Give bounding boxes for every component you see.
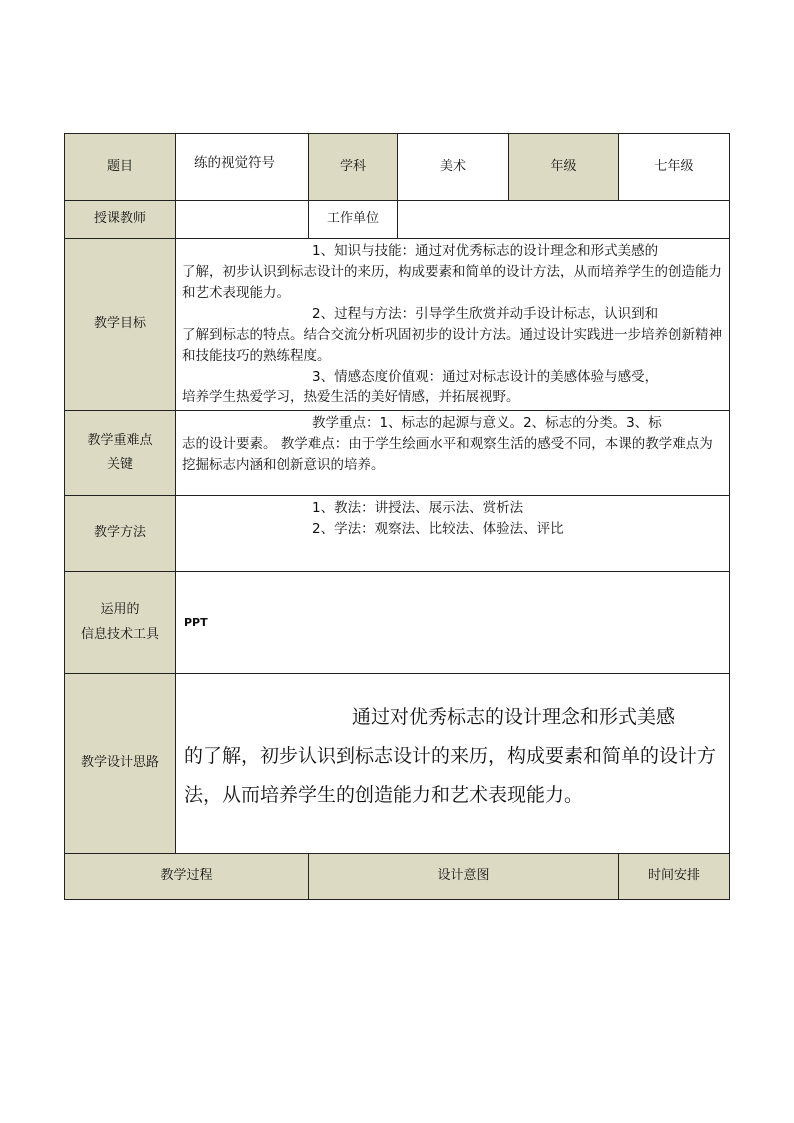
key-points-tail: 志的设计要素。 教学难点：由于学生绘画水平和观察生活的感受不同，本课的教学难点为挖掘标志内涵和创新意识的培养。 (182, 436, 713, 474)
row-goals (65, 239, 730, 411)
tools-value: PPT (176, 572, 730, 674)
method-teaching: 1、教法：讲授法、展示法、赏析法 (312, 500, 524, 517)
methods-label: 教学方法 (65, 496, 176, 572)
row-methods (65, 496, 730, 572)
grade-value: 七年级 (619, 134, 730, 201)
goal-3-tail: 培养学生热爱学习，热爱生活的美好情感，并拓展视野。 (182, 389, 520, 406)
teacher-value (176, 201, 309, 239)
subject-label: 学科 (309, 134, 398, 201)
goal-1-head: 1、知识与技能：通过对优秀标志的设计理念和形式美感的 (312, 243, 659, 259)
goals-label: 教学目标 (65, 239, 176, 411)
intent-header: 设计意图 (309, 854, 619, 900)
goal-1-tail: 了解，初步认识到标志设计的来历，构成要素和简单的设计方法，从而培养学生的创造能力和艺术表现能力。 (182, 263, 722, 301)
unit-label: 工作单位 (309, 201, 398, 239)
key-points-head: 教学重点：1、标志的起源与意义。2、标志的分类。3、标 (312, 415, 662, 432)
topic-label: 题目 (65, 134, 176, 201)
row-footer (65, 854, 730, 900)
goals-content (176, 239, 730, 411)
row-teacher (65, 201, 730, 239)
unit-value (398, 201, 730, 239)
key-points-label (65, 411, 176, 496)
design-content (176, 674, 730, 854)
topic-value: 练的视觉符号 (176, 134, 309, 201)
row-topic (65, 134, 730, 201)
goal-3-head: 3、情感态度价值观：通过对标志设计的美感体验与感受， (312, 368, 659, 385)
key-points-label-line2: 关键 (106, 457, 133, 473)
methods-content (176, 496, 730, 572)
lesson-plan-table (64, 133, 730, 900)
grade-label: 年级 (509, 134, 619, 201)
time-header: 时间安排 (619, 854, 730, 900)
key-points-label-line1: 教学重难点 (87, 432, 153, 448)
method-learning: 2、学法：观察法、比较法、体验法、评比 (312, 521, 564, 538)
teacher-label: 授课教师 (65, 201, 176, 239)
design-tail: 的了解，初步认识到标志设计的来历，构成要素和简单的设计方法，从而培养学生的创造能力和艺术表现能力。 (184, 745, 717, 807)
tools-label-line2: 信息技术工具 (80, 626, 159, 642)
tools-label (65, 572, 176, 674)
design-label: 教学设计思路 (65, 674, 176, 854)
design-head: 通过对优秀标志的设计理念和形式美感 (352, 706, 676, 729)
subject-value: 美术 (398, 134, 509, 201)
goal-2-tail: 了解到标志的特点。结合交流分析巩固初步的设计方法。通过设计实践进一步培养创新精神和技能技巧的熟练程度。 (182, 326, 722, 364)
tools-label-line1: 运用的 (100, 602, 140, 618)
process-header: 教学过程 (65, 854, 309, 900)
row-tools (65, 572, 730, 674)
row-key-points (65, 411, 730, 496)
row-design (65, 674, 730, 854)
key-points-content (176, 411, 730, 496)
goal-2-head: 2、过程与方法：引导学生欣赏并动手设计标志，认识到和 (312, 305, 659, 322)
